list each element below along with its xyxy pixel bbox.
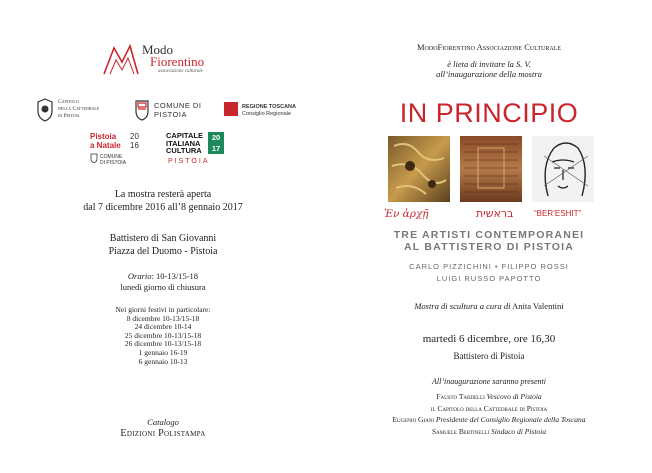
hebrew-title: בראשית [476, 207, 514, 220]
curatela-name: Anita Valentini [512, 301, 564, 311]
natale-sub: COMUNE DI PISTOIA [100, 154, 127, 166]
orario-line [0, 271, 326, 282]
orario-value: : 10-13/15-18 [151, 271, 199, 281]
chiusura-line: lunedì giorno di chiusura [120, 282, 206, 292]
guest-name: Samuele Bertinelli [431, 426, 490, 436]
invito-line-2: all’inaugurazione della mostra [436, 69, 542, 79]
capitale-cultura-logo [166, 132, 240, 168]
capitale-sub: PISTOIA [168, 158, 210, 165]
guest-name: Fausto Tardelli [436, 392, 485, 401]
natale-line-2: a Natale [90, 141, 121, 150]
modo-tagline: associazione culturale [158, 69, 203, 74]
bereshit-title: “BER’ESHIT” [534, 209, 582, 218]
exhibition-title: IN PRINCIPIO [399, 98, 579, 128]
guest-row [326, 414, 652, 426]
festivi-item: 24 dicembre 10-14 [134, 322, 192, 332]
mostra-aperta-line-1: La mostra resterà aperta [114, 189, 212, 200]
artwork-papotto-image [532, 136, 594, 202]
capitale-year-box [208, 132, 224, 154]
regione-line-1: REGIONE TOSCANA [242, 104, 296, 110]
artists-line-2: LUIGI RUSSO PAPOTTO [436, 274, 542, 283]
guest-name: Eugenio Giani [392, 415, 435, 424]
catalogo-value: Edizioni Polistampa [120, 428, 206, 439]
mostra-aperta-line-2: dal 7 dicembre 2016 all’8 gennaio 2017 [83, 202, 243, 213]
capitolo-line-2: della Cattedrale [58, 106, 100, 112]
guest-row [326, 403, 652, 415]
invito-line-1: è lieta di invitare la S. V. [447, 59, 531, 69]
natale-year-2: 16 [130, 141, 139, 150]
event-logos-row [90, 132, 240, 168]
guest-role: Vescovo di Pistoia [484, 392, 542, 401]
modo-word: Modo [142, 42, 174, 57]
capitale-line-3: CULTURA [166, 146, 202, 155]
title-translations [384, 208, 614, 224]
event-place: Battistero di Pistoia [453, 351, 525, 361]
artists-line-1: CARLO PIZZICHINI • FILIPPO ROSSI [409, 262, 569, 271]
festivi-item: 6 gennaio 10-13 [138, 356, 188, 366]
capitolo-line-3: di Pistoia [58, 113, 80, 119]
regione-toscana-logo [224, 96, 304, 126]
curatela-line [326, 301, 652, 311]
capitolo-logo [36, 96, 128, 126]
festivi-item: 26 dicembre 10-13/15-18 [124, 339, 202, 349]
capitolo-crest-icon [36, 98, 54, 122]
right-panel [326, 0, 652, 473]
curatela-label: Mostra di scultura a cura di [414, 301, 511, 311]
comune-crest-icon [134, 99, 150, 121]
presenti-heading: All’inaugurazione saranno presenti [432, 377, 546, 386]
associazione-name: ModoFiorentino Associazione Culturale [417, 42, 561, 52]
capitale-year-2: 17 [211, 144, 221, 153]
festivi-item: 1 gennaio 16-19 [138, 347, 188, 357]
guest-role: Sindaco di Pistoia [489, 426, 546, 436]
event-date: martedì 6 dicembre, ore 16,30 [422, 333, 556, 345]
luogo-line-2: Piazza del Duomo - Pistoia [108, 246, 218, 257]
regione-line-2: Consiglio Regionale [242, 111, 291, 117]
comune-line-2: PISTOIA [154, 110, 187, 119]
pistoia-natale-logo [90, 132, 150, 168]
guest-row [326, 426, 652, 438]
capitale-line-2: ITALIANA [166, 138, 201, 148]
artworks-images [388, 136, 594, 202]
festivi-item: 25 dicembre 10-13/15-18 [124, 330, 202, 340]
guest-role: Presidente del Consiglio Regionale della Toscana [434, 415, 586, 424]
festivi-title: Nei giorni festivi in particolare: [115, 305, 211, 314]
capitale-line-1: CAPITALE [166, 131, 203, 140]
guest-row [326, 391, 652, 403]
artwork-rossi-image [460, 136, 522, 202]
artwork-pizzichini-image [388, 136, 450, 202]
subtitle-line-2: AL BATTISTERO DI PISTOIA [404, 241, 574, 253]
luogo-line-1: Battistero di San Giovanni [109, 233, 217, 244]
capitale-year-1: 20 [211, 133, 221, 142]
natale-line-1: Pistoia [90, 132, 117, 141]
comune-logo [134, 96, 214, 126]
sponsor-logos-row [36, 96, 296, 126]
festivi-item: 8 dicembre 10-13/15-18 [126, 313, 200, 323]
catalogo-label: Catalogo [147, 417, 179, 427]
modo-fiorentino-logo [100, 40, 220, 78]
comune-line-1: COMUNE DI [154, 101, 202, 110]
natale-crest-icon [90, 153, 98, 163]
greek-title: Ἐν ἀρχῇ [384, 208, 429, 220]
natale-year-1: 20 [130, 132, 139, 141]
subtitle-line-1: TRE ARTISTI CONTEMPORANEI [393, 229, 585, 241]
guest-name: il Capitolo della Cattedrale di Pistoia [430, 403, 548, 413]
capitolo-line-1: Capitolo [58, 99, 79, 105]
fiorentino-word: Fiorentino [150, 54, 205, 69]
regione-square-icon [224, 102, 238, 116]
orario-label: Orario [127, 271, 152, 281]
artworks-strip [388, 136, 594, 202]
guests-list [326, 391, 652, 437]
